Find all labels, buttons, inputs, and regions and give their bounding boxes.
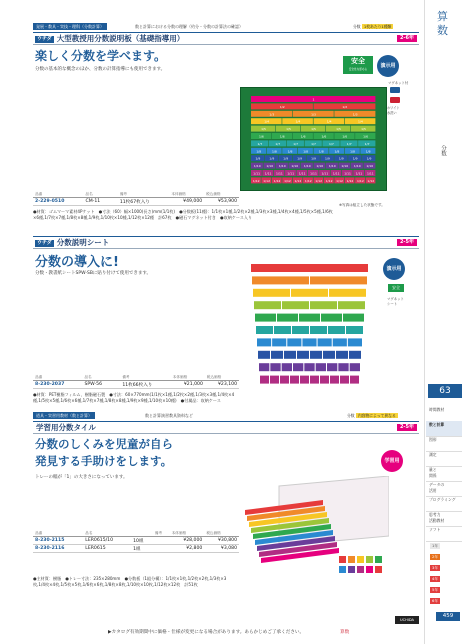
- fraction-sheet-piece: [259, 363, 269, 371]
- fraction-sheet-piece: [256, 326, 273, 334]
- fraction-strip-label: 1/10: [266, 164, 274, 169]
- product3-title: 学習用分数タイル: [36, 423, 96, 432]
- fraction-sheet-piece: [327, 363, 337, 371]
- fraction-sheet-piece: [271, 351, 283, 359]
- fraction-sheet-piece: [310, 376, 319, 384]
- fraction-sheet-piece: [253, 289, 290, 297]
- table-cell-price: ¥2,800: [170, 545, 205, 553]
- fraction-strip-label: 1/10: [366, 164, 374, 169]
- fraction-strip-label: 1/12: [346, 178, 354, 183]
- product1-notes: ●材質：ゴムマーマ素材4Pケット ●寸法（60）幅×1000(長さ)mm(1/1枚) ●分数板(11種)：1/1枚×1種,1/2枚×2種,1/3枚×3種,1/4枚×4種,1/5枚×5種,1/6枚×6種,1/7枚×7種,1/8枚×8種,1/9枚,1/10枚×10種,1/12枚×12種 計67枚 ●磁石マグネット付き ●収納ケース入り: [33, 209, 333, 221]
- fraction-strip-label: 1/7: [293, 141, 299, 146]
- table-header: 本体価格: [171, 374, 205, 381]
- fraction-strip-label: 1/9: [297, 156, 303, 161]
- table-cell-note: 11枚66枚入り: [120, 381, 170, 389]
- grade-chip: 3年: [430, 565, 440, 571]
- grade-chip: 1年: [430, 543, 440, 549]
- fraction-sheet-piece: [316, 363, 326, 371]
- footer-tag: 算数: [340, 630, 350, 635]
- product2-description: 分数・教書紙シートSPW-SBに貼り付けて使用できます。: [35, 271, 152, 276]
- fraction-sheet-piece: [282, 363, 292, 371]
- fraction-strip-label: 1/8: [303, 149, 309, 154]
- fraction-strip-label: 1/5: [311, 127, 316, 132]
- product3-headline: 分数のしくみを児童が自ら 発見する手助けをします。: [35, 437, 173, 468]
- product2-demo-badge: 演示用: [383, 258, 405, 280]
- fraction-sheet-piece: [336, 351, 348, 359]
- footer-note: ▶カタログ有効期間中に価格・仕様が変更になる場合があります。あらかじめご了承ください。: [108, 630, 305, 635]
- table-cell-code: 8-230-2115: [33, 537, 83, 545]
- sidebar-item[interactable]: 時間教材: [426, 406, 462, 422]
- fraction-sheet-piece: [260, 376, 269, 384]
- fraction-strip-label: 1/11: [344, 171, 351, 176]
- product2-grade-badge: 2-5年: [397, 239, 417, 246]
- fraction-sheet-piece: [348, 338, 362, 346]
- table-row: [33, 381, 239, 389]
- fraction-sheet-piece: [252, 276, 309, 284]
- product1-magnet2-label: ホワイト 水洗い: [387, 106, 400, 115]
- product1-category: 発展・教具・実技・理科（分数計算）: [33, 23, 107, 30]
- fraction-strip-label: 1/8: [334, 149, 340, 154]
- fraction-sheet-piece: [343, 314, 364, 322]
- sidebar-item[interactable]: 測定: [426, 451, 462, 467]
- fraction-strip-label: 1/6: [342, 134, 348, 139]
- fraction-strip-label: 1/6: [321, 134, 327, 139]
- fraction-strip-label: 1/7: [328, 141, 334, 146]
- table-header: 品番: [33, 530, 83, 537]
- product3-count-note: 分数 内容物によって異なる: [347, 413, 396, 418]
- sidebar-item[interactable]: データの 活用: [426, 481, 462, 497]
- fraction-sheet-piece: [302, 338, 316, 346]
- fraction-sheet-photo: [245, 260, 375, 390]
- fraction-sheet-piece: [297, 351, 309, 359]
- fraction-sheet-piece: [292, 326, 309, 334]
- fraction-sheet-piece: [254, 301, 281, 309]
- fraction-sheet-piece: [277, 314, 298, 322]
- fraction-sheet-piece: [258, 351, 270, 359]
- fraction-strip-label: 1/4: [264, 119, 270, 124]
- product2-magnet-label: マグネット シート: [387, 297, 404, 306]
- fraction-strip-label: 1/11: [310, 171, 317, 176]
- fraction-sheet-piece: [350, 376, 359, 384]
- fraction-sheet-piece: [349, 351, 361, 359]
- product3-description: トレーの幅が「1」の大きさになっています。: [35, 475, 128, 480]
- fraction-strip-label: 1/10: [278, 164, 286, 169]
- fraction-strip-label: 1/12: [357, 178, 364, 183]
- fraction-sheet-piece: [328, 326, 345, 334]
- fraction-strip-label: 1/5: [261, 127, 266, 132]
- table-header: 税込価格: [205, 374, 239, 381]
- fraction-strip-label: 1: [312, 97, 315, 102]
- fraction-sheet-piece: [299, 314, 320, 322]
- fraction-sheet-piece: [287, 338, 301, 346]
- fraction-strip-label: 1/9: [269, 156, 275, 161]
- loose-fraction-tile: [357, 566, 364, 573]
- table-header: 本体価格: [170, 530, 205, 537]
- fraction-sheet-piece: [310, 326, 327, 334]
- table-cell-qty: 1組: [131, 545, 153, 553]
- product2-title-bar: [33, 236, 419, 249]
- fraction-strip-label: 1/7: [257, 141, 263, 146]
- sidebar-item[interactable]: プログラミング: [426, 496, 462, 512]
- fraction-strip-label: 1/7: [311, 141, 316, 146]
- fraction-strip-label: 1/8: [287, 149, 293, 154]
- brand-logo: UCHIDA: [395, 616, 419, 624]
- fraction-tiles-photo: [239, 476, 389, 586]
- table-cell-note: 11枚67枚入り: [118, 198, 170, 206]
- table-cell-name: LER0615/10: [83, 537, 131, 545]
- loose-fraction-tile: [339, 566, 346, 573]
- table-header: 品名: [83, 530, 131, 537]
- fraction-sheet-piece: [310, 351, 322, 359]
- fraction-sheet-piece: [338, 363, 348, 371]
- fraction-strip-label: 1/4: [295, 119, 301, 124]
- page-number: 459: [436, 612, 460, 621]
- sidebar-item[interactable]: 量と 関係: [426, 466, 462, 482]
- table-header: 税込価格: [204, 191, 239, 198]
- fraction-sheet-piece: [310, 276, 367, 284]
- fraction-strip-label: 1/11: [276, 171, 283, 176]
- fraction-strip-label: 1/11: [321, 171, 329, 176]
- product1-magnet-label: マグネット付: [388, 81, 409, 85]
- fraction-sheet-piece: [270, 376, 279, 384]
- product3-category: 道具・実習用教材（数と計算）: [33, 412, 95, 419]
- loose-fraction-tile: [366, 566, 373, 573]
- fraction-strip-label: 1/7: [275, 141, 281, 146]
- table-cell-code: 8-230-2037: [33, 381, 82, 389]
- table-cell-price: ¥28,000: [170, 537, 205, 545]
- grade-chip: 5年: [430, 587, 440, 593]
- fraction-sheet-piece: [270, 363, 280, 371]
- product3-title-bar: [33, 421, 419, 434]
- fraction-sheet-piece: [346, 326, 363, 334]
- product1-spec-table: [33, 191, 239, 206]
- fraction-strip-label: 1/11: [355, 171, 363, 176]
- fraction-strip-label: 1/12: [284, 178, 291, 183]
- fraction-sheet-piece: [274, 326, 291, 334]
- loose-fraction-tile: [366, 556, 373, 563]
- fraction-strip-label: 1/11: [366, 171, 374, 176]
- fraction-strip-label: 1/2: [279, 104, 285, 109]
- fraction-strip-label: 1/12: [263, 178, 270, 183]
- fraction-sheet-piece: [251, 264, 368, 272]
- grade-chip: 6年: [430, 598, 440, 604]
- fraction-strip-label: 1/12: [336, 178, 343, 183]
- fraction-strip-label: 1/6: [300, 134, 306, 139]
- fraction-strip-label: 1/10: [253, 164, 261, 169]
- table-cell-qty: 10組: [131, 537, 153, 545]
- fraction-sheet-piece: [290, 376, 299, 384]
- fraction-strip-label: 1/5: [361, 127, 366, 132]
- table-row: [33, 198, 239, 206]
- fraction-sheet-piece: [284, 351, 296, 359]
- fraction-sheet-piece: [338, 301, 365, 309]
- table-header: 税込価格: [204, 530, 239, 537]
- fraction-sheet-piece: [257, 338, 271, 346]
- fraction-strip-label: 1/9: [324, 156, 330, 161]
- fraction-strip-label: 1/11: [332, 171, 340, 176]
- fraction-strip-label: 1/9: [366, 156, 372, 161]
- product3-study-badge: 学習用: [381, 450, 403, 472]
- fraction-strip-label: 1/3: [352, 112, 358, 117]
- grade-chip: 4年: [430, 576, 440, 582]
- table-cell-price: ¥49,000: [169, 198, 204, 206]
- table-cell-code: 8-230-2116: [33, 545, 83, 553]
- fraction-strip-label: 1/3: [311, 112, 316, 117]
- sidebar-section-label: 分数: [440, 145, 446, 156]
- fraction-sheet-piece: [333, 338, 347, 346]
- side-tab-number[interactable]: 63: [428, 384, 462, 398]
- fraction-strip-label: 1/6: [259, 134, 264, 139]
- fraction-strip-label: 1/5: [286, 127, 291, 132]
- table-header: 備考: [153, 530, 170, 537]
- grade-chip: 2年: [430, 554, 440, 560]
- product1-title: 大型教授用分数説明板（基礎指導用）: [56, 34, 185, 43]
- fraction-strip-label: 1/4: [326, 119, 332, 124]
- sidebar-item[interactable]: 数と計算: [426, 421, 462, 437]
- product1-safe-badge: 安全 安全性を認める: [343, 56, 373, 74]
- fraction-strip-label: 1/12: [315, 178, 323, 183]
- fraction-strip-label: 1/10: [328, 164, 336, 169]
- fraction-strip-label: 1/4: [357, 119, 363, 124]
- table-cell-name: LER0615: [83, 545, 131, 553]
- loose-fraction-tile: [348, 566, 355, 573]
- table-header: 本体価格: [169, 191, 204, 198]
- product1-category-note: 数と計算における分数の理解（約分・分数の計算法の確認）: [135, 24, 243, 29]
- fraction-strip-label: 1/11: [264, 171, 272, 176]
- fraction-sheet-piece: [323, 351, 335, 359]
- fraction-strip-label: 1/10: [316, 164, 324, 169]
- fraction-sheet-piece: [293, 363, 303, 371]
- fraction-strip-label: 1/8: [365, 149, 371, 154]
- table-cell-note: [153, 545, 170, 553]
- uchida-logo: ウチダ: [37, 35, 52, 42]
- product2-headline: 分数の導入に!: [35, 255, 119, 270]
- table-cell-tax: ¥30,800: [204, 537, 239, 545]
- table-header: 備考: [118, 191, 170, 198]
- table-cell-name: SPW-56: [82, 381, 114, 389]
- product1-count-note: 分数 1枚あたり1種類: [353, 24, 392, 29]
- fraction-strip-label: 1/10: [353, 164, 361, 169]
- loose-fraction-tile: [375, 556, 382, 563]
- table-header: 品名: [84, 191, 112, 198]
- fraction-strip-label: 1/9: [283, 156, 289, 161]
- product3-category-note: 数と計算演習教具資料など: [145, 413, 193, 418]
- product1-headline: 楽しく分数を学べます。: [35, 49, 167, 63]
- table-cell-note: [153, 537, 170, 545]
- fraction-strip-label: 1/2: [342, 104, 348, 109]
- loose-fraction-tile: [375, 566, 382, 573]
- magnet-icon: [390, 87, 400, 93]
- fraction-strip-label: 1/7: [364, 141, 370, 146]
- fraction-strip-label: 1/12: [252, 178, 260, 183]
- fraction-strip-label: 1/12: [304, 178, 312, 183]
- fraction-sheet-piece: [320, 376, 329, 384]
- product3-notes: ●主材質：樹脂 ●トレー寸法：235×280mm ●分数板（1組分構）：1/1枚×1枚,1/2枚×2枚,1/3枚×3枚,1/4枚×4枚,1/5枚×5枚,1/6枚×6枚,1/8枚×8枚,1/10枚×10枚,1/12枚×12枚 計51枚: [33, 576, 227, 588]
- fraction-strip-label: 1/11: [287, 171, 295, 176]
- product1-description: 分数の基本的な概念のほか、分数の計算指導にも使用できます。: [35, 67, 166, 72]
- fraction-sheet-piece: [304, 363, 314, 371]
- fraction-strip-label: 1/3: [269, 112, 275, 117]
- product1-title-bar: [33, 32, 419, 45]
- product2-title: 分数説明シート: [56, 238, 110, 247]
- sidebar-item[interactable]: 思考力 活動教材: [426, 511, 462, 527]
- fraction-strip-label: 1/9: [338, 156, 344, 161]
- sidebar-item[interactable]: ソフト: [426, 526, 462, 542]
- product1-photo-caption: ※写真は組立した状態です。: [339, 203, 385, 207]
- fraction-strip-label: 1/9: [352, 156, 358, 161]
- fraction-strip-label: 1/9: [311, 156, 316, 161]
- fraction-sheet-piece: [272, 338, 286, 346]
- product1-demo-badge: 演示用: [377, 55, 399, 77]
- eraser-icon: [390, 97, 400, 103]
- fraction-strip-label: 1/12: [294, 178, 302, 183]
- fraction-sheet-piece: [318, 338, 332, 346]
- table-cell-code: 2-229-0510: [33, 198, 84, 206]
- fraction-strip-label: 1/10: [291, 164, 299, 169]
- fraction-sheet-piece: [282, 301, 309, 309]
- fraction-sheet-piece: [255, 314, 276, 322]
- table-header: 品番: [33, 191, 84, 198]
- fraction-strip-label: 1/8: [318, 149, 324, 154]
- fraction-strip-label: 1/9: [255, 156, 261, 161]
- fraction-sheet-piece: [329, 289, 366, 297]
- fraction-strip-label: 1/7: [346, 141, 352, 146]
- loose-fraction-tile: [339, 556, 346, 563]
- fraction-strip-label: 1/10: [341, 164, 349, 169]
- fraction-strip-label: 1/11: [253, 171, 261, 176]
- product1-grade-badge: 2-6年: [397, 35, 417, 42]
- sidebar-item[interactable]: 図形: [426, 436, 462, 452]
- fraction-strip-label: 1/12: [273, 178, 281, 183]
- fraction-sheet-piece: [350, 363, 360, 371]
- product3-spec-table: [33, 530, 239, 553]
- table-header: 品番: [33, 374, 82, 381]
- product2-spec-table: [33, 374, 239, 389]
- fraction-strip-label: 1/12: [367, 178, 375, 183]
- fraction-strip-label: 1/10: [303, 164, 311, 169]
- fraction-sheet-piece: [330, 376, 339, 384]
- loose-fraction-tile: [348, 556, 355, 563]
- table-header: 備考: [120, 374, 170, 381]
- fraction-strip-label: 1/6: [279, 134, 285, 139]
- uchida-logo: ウチダ: [37, 239, 52, 246]
- fraction-strip-label: 1/8: [272, 149, 277, 154]
- table-cell-tax: ¥3,080: [204, 545, 239, 553]
- table-cell-name: CM-11: [84, 198, 112, 206]
- fraction-sheet-piece: [300, 376, 309, 384]
- fraction-sheet-piece: [321, 314, 342, 322]
- fraction-strip-label: 1/12: [325, 178, 333, 183]
- product3-grade-badge: 2-5年: [397, 424, 417, 431]
- table-row: [33, 545, 239, 553]
- fraction-strip-label: 1/8: [256, 149, 262, 154]
- product2-notes: ●材質：PET樹脂フィルム、樹脂磁石製 ●寸法：60×770mm(1/1枚×1種,1/2枚×2種,1/3枚×3種,1/4枚×4種,1/5枚×5種,1/6枚×6種,1/7枚×7種,1/8枚×8種,1/9枚×9種,1/10枚×10種) ●付属品：収納ケース: [33, 392, 235, 404]
- fraction-sheet-piece: [340, 376, 349, 384]
- table-cell-tax: ¥23,100: [205, 381, 239, 389]
- table-header: 品名: [82, 374, 114, 381]
- sidebar-title: 算 数: [437, 10, 448, 37]
- fraction-strip-label: 1/5: [336, 127, 341, 132]
- product1-board-photo: [240, 87, 387, 191]
- table-cell-price: ¥21,000: [171, 381, 205, 389]
- fraction-sheet-piece: [291, 289, 328, 297]
- fraction-sheet-piece: [310, 301, 337, 309]
- table-cell-tax: ¥53,900: [204, 198, 239, 206]
- fraction-strip-label: 1/6: [363, 134, 368, 139]
- fraction-strip-label: 1/8: [350, 149, 355, 154]
- table-row: [33, 537, 239, 545]
- fraction-board-strips: [241, 88, 386, 190]
- fraction-sheet-piece: [280, 376, 289, 384]
- product2-safe-badge: 安全: [388, 284, 404, 292]
- loose-fraction-tile: [357, 556, 364, 563]
- fraction-strip-label: 1/11: [298, 171, 306, 176]
